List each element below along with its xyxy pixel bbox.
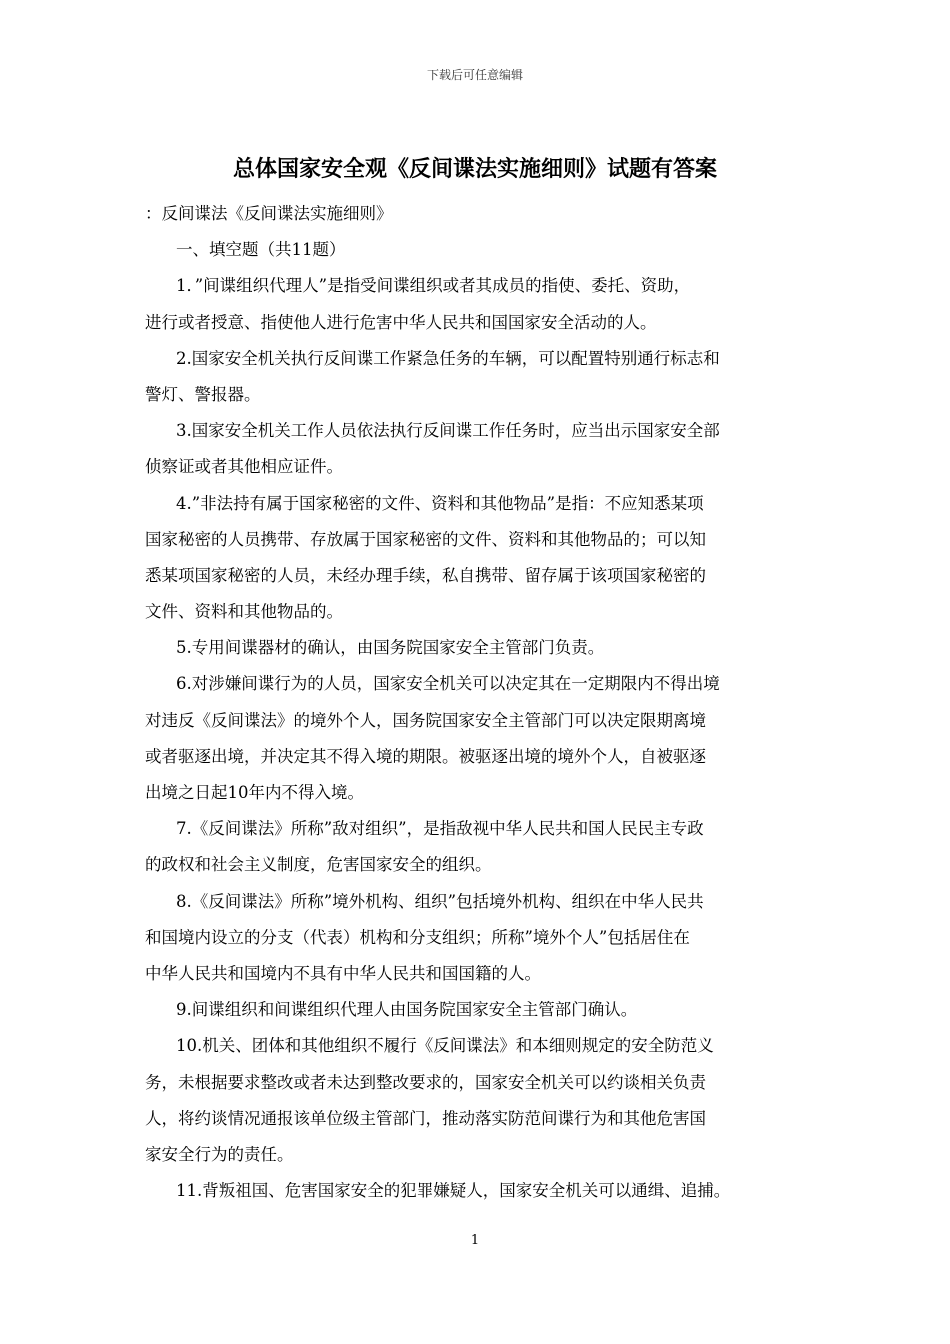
text-line: 的政权和社会主义制度，危害国家安全的组织。: [145, 855, 492, 875]
text-line: 对违反《反间谍法》的境外个人，国务院国家安全主管部门可以决定限期离境: [145, 710, 706, 730]
text-line: 侦察证或者其他相应证件。: [145, 457, 343, 477]
text-line: 进行或者授意、指使他人进行危害中华人民共和国国家安全活动的人。: [145, 312, 657, 332]
text-line: 务，未根据要求整改或者未达到整改要求的，国家安全机关可以约谈相关负责: [145, 1072, 706, 1092]
text-line: 和国境内设立的分支（代表）机构和分支组织；所称”境外个人”包括居住在: [145, 927, 690, 947]
text-line: 4.”非法持有属于国家秘密的文件、资料和其他物品”是指：不应知悉某项: [176, 493, 704, 513]
text-line: 10.机关、团体和其他组织不履行《反间谍法》和本细则规定的安全防范义: [176, 1036, 714, 1056]
text-line: 出境之日起10年内不得入境。: [145, 783, 364, 802]
text-line: 人，将约谈情况通报该单位级主管部门，推动落实防范间谍行为和其他危害国: [145, 1108, 706, 1128]
text-line: 3.国家安全机关工作人员依法执行反间谍工作任务时，应当出示国家安全部: [176, 421, 720, 441]
document-title: 总体国家安全观《反间谍法实施细则》试题有答案: [232, 157, 717, 182]
text-line: ：反间谍法《反间谍法实施细则》: [145, 204, 393, 223]
text-line: 1．”间谍组织代理人”是指受间谍组织或者其成员的指使、委托、资助，: [176, 276, 691, 296]
text-line: 9.间谍组织和间谍组织代理人由国务院国家安全主管部门确认。: [176, 1000, 638, 1020]
text-line: 8.《反间谍法》所称”境外机构、组织”包括境外机构、组织在中华人民共: [176, 891, 704, 911]
text-line: 一、填空题（共11题）: [176, 240, 346, 260]
text-line: 文件、资料和其他物品的。: [145, 602, 343, 622]
text-line: 6.对涉嫌间谍行为的人员，国家安全机关可以决定其在一定期限内不得出境: [176, 674, 720, 694]
header-note: 下载后可任意编辑: [426, 68, 523, 82]
text-line: 警灯、警报器。: [145, 384, 261, 404]
page-number: 1: [470, 1233, 480, 1248]
text-line: 5.专用间谍器材的确认，由国务院国家安全主管部门负责。: [176, 638, 605, 658]
document-body: [145, 196, 810, 1209]
text-line: 家安全行为的责任。: [145, 1144, 294, 1164]
text-line: 11.背叛祖国、危害国家安全的犯罪嫌疑人，国家安全机关可以通缉、追捕。: [176, 1181, 731, 1201]
text-line: 2.国家安全机关执行反间谍工作紧急任务的车辆，可以配置特别通行标志和: [176, 348, 720, 368]
text-line: 中华人民共和国境内不具有中华人民共和国国籍的人。: [145, 963, 541, 983]
text-line: 或者驱逐出境，并决定其不得入境的期限。被驱逐出境的境外个人，自被驱逐: [145, 746, 706, 766]
text-line: 7.《反间谍法》所称”敌对组织”，是指敌视中华人民共和国人民民主专政: [176, 819, 704, 839]
text-line: 悉某项国家秘密的人员，未经办理手续，私自携带、留存属于该项国家秘密的: [145, 565, 706, 585]
text-line: 国家秘密的人员携带、存放属于国家秘密的文件、资料和其他物品的；可以知: [145, 529, 706, 549]
